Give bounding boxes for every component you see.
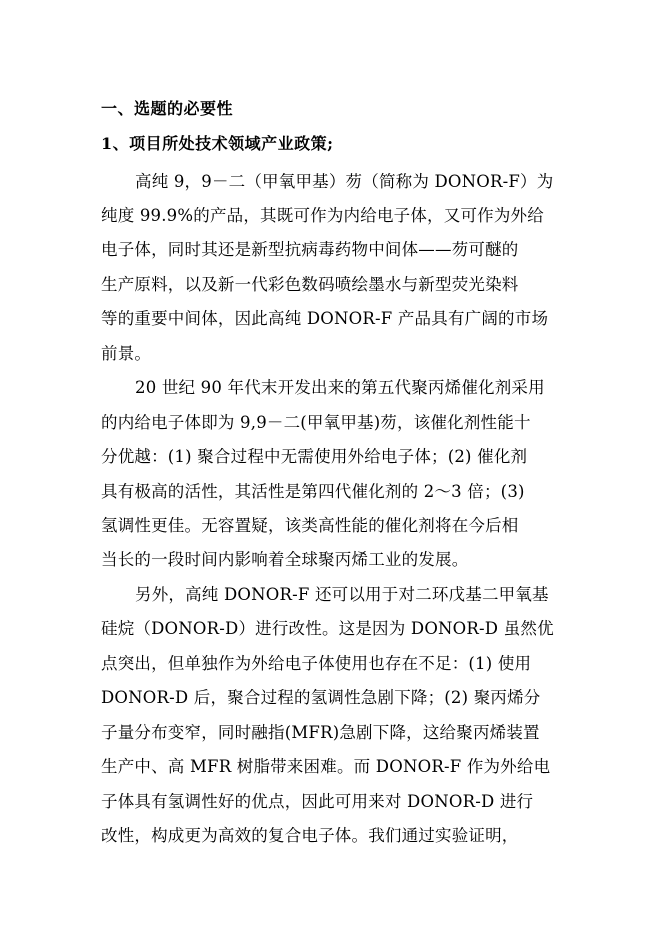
paragraph-1-line-5: 等的重要中间体，因此高纯 DONOR-F 产品具有广阔的市场 [101,309,549,328]
paragraph-3-line-6: 生产中、高 MFR 树脂带来困难。而 DONOR-F 作为外给电 [101,757,551,776]
paragraph-3-line-8: 改性，构成更为高效的复合电子体。我们通过实验证明， [101,826,519,845]
paragraph-3-line-4: DONOR-D 后，聚合过程的氢调性急剧下降；(2) 聚丙烯分 [101,688,541,707]
paragraph-2-line-5: 氢调性更佳。无容置疑，该类高性能的催化剂将在今后相 [101,516,519,535]
paragraph-2-line-2: 的内给电子体即为 9,9－二(甲氧甲基)芴，该催化剂性能十 [101,413,531,432]
paragraph-2-line-4: 具有极高的活性，其活性是第四代催化剂的 2～3 倍；(3) [101,482,525,501]
paragraph-3-line-7: 子体具有氢调性好的优点，因此可用来对 DONOR-D 进行 [101,792,534,811]
paragraph-2-line-6: 当长的一段时间内影响着全球聚丙烯工业的发展。 [101,550,469,569]
paragraph-1-line-2: 纯度 99.9%的产品，其既可作为内给电子体，又可作为外给 [101,206,544,225]
paragraph-1-line-4: 生产原料，以及新一代彩色数码喷绘墨水与新型荧光染料 [101,275,519,294]
paragraph-3-line-3: 点突出，但单独作为外给电子体使用也存在不足：(1) 使用 [101,654,532,673]
paragraph-3-line-1: 另外，高纯 DONOR-F 还可以用于对二环戊基二甲氧基 [135,585,549,604]
paragraph-3-line-5: 子量分布变窄，同时融指(MFR)急剧下降，这给聚丙烯装置 [101,723,540,742]
paragraph-3-line-2: 硅烷（DONOR-D）进行改性。这是因为 DONOR-D 虽然优 [101,619,554,638]
paragraph-1-line-3: 电子体，同时其还是新型抗病毒药物中间体——芴可醚的 [101,240,519,259]
paragraph-1-line-1: 高纯 9，9－二（甲氧甲基）芴（简称为 DONOR-F）为 [135,172,554,191]
paragraph-2-line-3: 分优越：(1) 聚合过程中无需使用外给电子体；(2) 催化剂 [101,447,528,466]
subheading: 1、项目所处技术领域产业政策; [101,134,334,153]
paragraph-2-line-1: 20 世纪 90 年代末开发出来的第五代聚丙烯催化剂采用 [135,378,545,397]
paragraph-1-line-6: 前景。 [101,344,152,363]
section-heading: 一、选题的必要性 [101,99,234,118]
